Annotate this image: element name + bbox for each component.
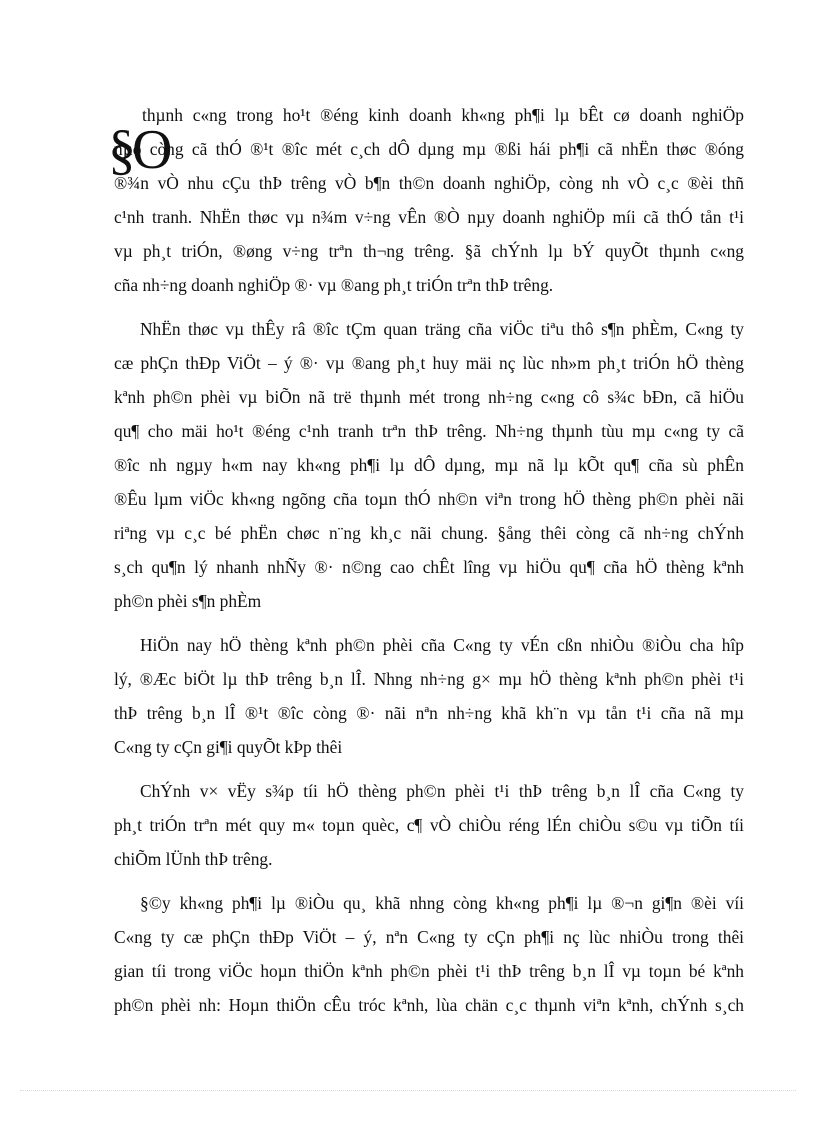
text-line: cña nh÷ng doanh nghiÖp ®· vµ ®ang ph¸t triÓn trªn thÞ trêng. (114, 275, 554, 295)
text-line: lý, ®Æc biÖt lµ thÞ trêng b¸n lÎ. Nhng nh÷ng g× mµ hÖ thèng kªnh ph©n phèi t¹i (114, 669, 744, 689)
text-line: C«ng ty cÇn gi¶i quyÕt kÞp thêi (114, 737, 343, 757)
text-line: riªng vµ c¸c bé phËn chøc n¨ng kh¸c nãi chung. §ång thêi còng cã nh÷ng chÝnh (114, 523, 744, 543)
text-line: C«ng ty cæ phÇn thÐp ViÖt – ý, nªn C«ng ty cÇn ph¶i nç lùc nhiÒu trong thêi (114, 927, 744, 947)
text-line: cæ phÇn thÐp ViÖt – ý ®· vµ ®ang ph¸t huy mäi nç lùc nh»m ph¸t triÓn hÖ thèng (114, 353, 744, 373)
text-line: thÞ trêng b¸n lÎ ®¹t ®îc còng ®· nãi nªn nh÷ng khã kh¨n vµ tån t¹i cña nã mµ (114, 703, 744, 723)
text-line: qu¶ cho mäi ho¹t ®éng c¹nh tranh trªn thÞ trêng. Nh÷ng thµnh tùu mµ c«ng ty cã (114, 421, 744, 441)
text-line: thµnh c«ng trong ho¹t ®éng kinh doanh kh«ng ph¶i lµ bÊt cø doanh nghiÖp (142, 105, 744, 125)
text-line: c¹nh tranh. NhËn thøc vµ n¾m v÷ng vÊn ®Ò nµy doanh nghiÖp míi cã thÓ tån t¹i (114, 207, 744, 227)
text-line: chiÕm lÜnh thÞ trêng. (114, 849, 273, 869)
text-line: kªnh ph©n phèi vµ biÕn nã trë thµnh mét trong nh÷ng c«ng cô s¾c bÐn, cã hiÖu (114, 387, 744, 407)
paragraph-4 (114, 774, 744, 876)
text-line: ®Êu lµm viÖc kh«ng ngõng cña toµn thÓ nh©n viªn trong hÖ thèng ph©n phèi nãi (114, 489, 744, 509)
drop-cap: §O (108, 119, 169, 181)
page-bottom-divider (20, 1090, 796, 1091)
paragraph-3 (114, 628, 744, 764)
text-line: ChÝnh v× vËy s¾p tíi hÖ thèng ph©n phèi t¹i thÞ trêng b¸n lÎ cña C«ng ty (140, 781, 744, 801)
text-line: vµ ph¸t triÓn, ®øng v÷ng trªn th¬ng trêng. §ã chÝnh lµ bÝ quyÕt thµnh c«ng (114, 241, 744, 261)
text-line: gian tíi trong viÖc hoµn thiÖn kªnh ph©n phèi t¹i thÞ trêng b¸n lÎ vµ toµn bé kªnh (114, 961, 744, 981)
text-line: ®¾n vÒ nhu cÇu thÞ trêng vÒ b¶n th©n doanh nghiÖp, còng nh vÒ c¸c ®èi thñ (114, 173, 744, 193)
text-line: §©y kh«ng ph¶i lµ ®iÒu qu¸ khã nhng còng kh«ng ph¶i lµ ®¬n gi¶n ®èi víi (140, 893, 744, 913)
paragraph-5 (114, 886, 744, 1022)
text-line: NhËn thøc vµ thÊy râ ®îc tÇm quan träng cña viÖc tiªu thô s¶n phÈm, C«ng ty (140, 319, 744, 339)
text-line: ph©n phèi nh: Hoµn thiÖn cÊu tróc kªnh, lùa chän c¸c thµnh viªn kªnh, chÝnh s¸ch (114, 995, 744, 1015)
text-line: ®îc nh ngµy h«m nay kh«ng ph¶i lµ dÔ dµng, mµ nã lµ kÕt qu¶ cña sù phÊn (114, 455, 744, 475)
paragraph-1 (114, 98, 744, 302)
text-line: s¸ch qu¶n lý nhanh nhÑy ®· n©ng cao chÊt lîng vµ hiÖu qu¶ cña hÖ thèng kªnh (114, 557, 744, 577)
text-line: HiÖn nay hÖ thèng kªnh ph©n phèi cña C«ng ty vÉn cßn nhiÒu ®iÒu cha hîp (140, 635, 744, 655)
text-line: ph¸t triÓn trªn mét quy m« toµn quèc, c¶ vÒ chiÒu réng lÉn chiÒu s©u vµ tiÕn tíi (114, 815, 744, 835)
document-body (114, 98, 744, 1032)
text-line: ph©n phèi s¶n phÈm (114, 591, 262, 611)
text-line: nµo còng cã thÓ ®¹t ®îc mét c¸ch dÔ dµng mµ ®ßi hái ph¶i cã nhËn thøc ®óng (114, 139, 744, 159)
paragraph-2 (114, 312, 744, 618)
